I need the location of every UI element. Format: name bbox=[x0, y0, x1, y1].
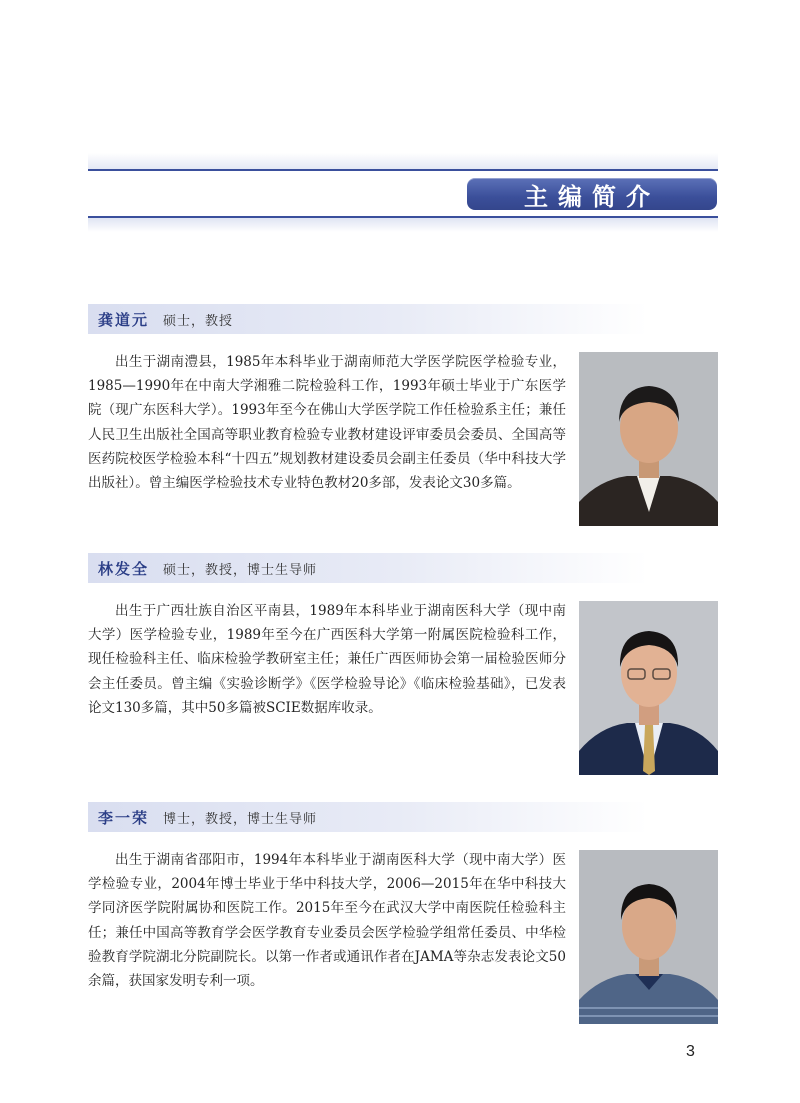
editor-title: 博士，教授，博士生导师 bbox=[163, 811, 318, 827]
editor-name-bar bbox=[88, 553, 648, 583]
editor-title: 硕士，教授 bbox=[163, 313, 234, 329]
editor-title: 硕士，教授，博士生导师 bbox=[163, 562, 318, 578]
editor-bio: 出生于湖南澧县，1985年本科毕业于湖南师范大学医学院医学检验专业，1985—1990年在中南大学湘雅二院检验科工作，1993年硕士毕业于广东医学院（现广东医科大学）。1993年至今在佛山大学医学院工作任检验系主任；兼任人民卫生出版社全国高等职业教育检验专业教材建设评审委员会委员、全国高等医药院校医学检验本科“十四五”规划教材建设委员会副主任委员（华中科技大学出版社）。曾主编医学检验技术专业特色教材20多部，发表论文30多篇。 bbox=[88, 354, 566, 492]
editor-photo bbox=[579, 352, 718, 526]
editor-bio: 出生于湖南省邵阳市，1994年本科毕业于湖南医科大学（现中南大学）医学检验专业，2004年博士毕业于华中科技大学，2006—2015年在华中科技大学同济医学院附属协和医院工作。2015年至今在武汉大学中南医院任检验科主任；兼任中国高等教育学会医学教育专业委员会医学检验学组常任委员、中华检验教育学院湖北分院副院长。以第一作者或通讯作者在JAMA等杂志发表论文50余篇，获国家发明专利一项。 bbox=[88, 852, 566, 990]
editor-name-bar bbox=[88, 304, 648, 334]
editor-photo bbox=[579, 850, 718, 1024]
editor-name-bar bbox=[88, 802, 648, 832]
editor-bio: 出生于广西壮族自治区平南县，1989年本科毕业于湖南医科大学（现中南大学）医学检验专业，1989年至今在广西医科大学第一附属医院检验科工作，现任检验科主任、临床检验学教研室主任；兼任广西医师协会第一届检验医师分会主任委员。曾主编《实验诊断学》《医学检验导论》《临床检验基础》，已发表论文130多篇，其中50多篇被SCIE数据库收录。 bbox=[88, 603, 566, 716]
page-number: 3 bbox=[686, 1043, 695, 1060]
editor-name: 林发全 bbox=[98, 559, 150, 578]
editor-name: 李一荣 bbox=[98, 808, 150, 827]
header-band-top bbox=[88, 153, 718, 169]
editor-photo bbox=[579, 601, 718, 775]
header-rule-top bbox=[88, 169, 718, 171]
page-title: 主编简介 bbox=[467, 178, 717, 210]
editor-name: 龚道元 bbox=[98, 310, 150, 329]
header-band-bottom bbox=[88, 218, 718, 232]
